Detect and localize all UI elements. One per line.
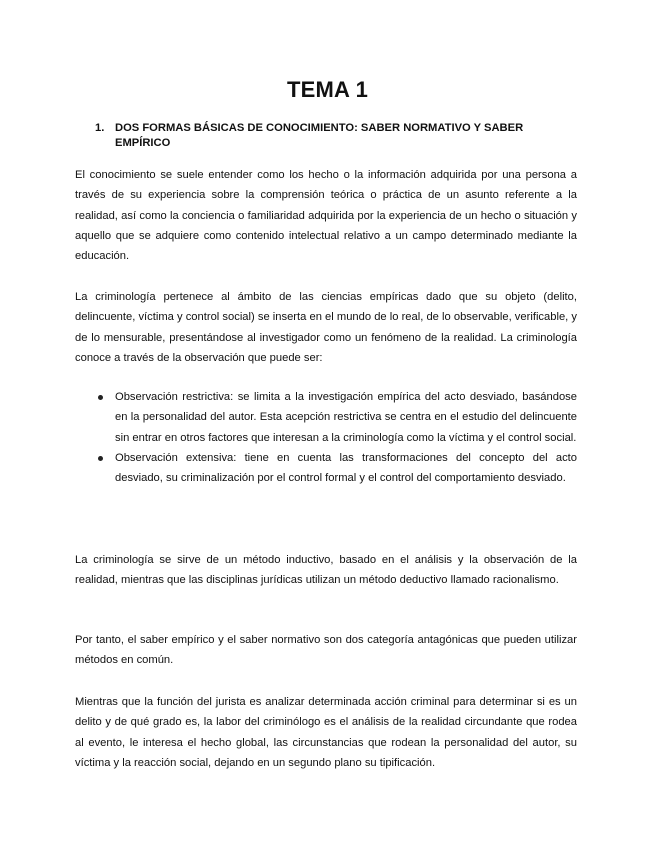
section-heading-text: DOS FORMAS BÁSICAS DE CONOCIMIENTO: SABER NORMATIVO Y SABER EMPÍRICO [115, 122, 524, 149]
bullet-icon [98, 456, 103, 461]
page-title: TEMA 1 [286, 77, 369, 102]
list-item-text: Observación restrictiva: se limita a la investigación empírica del acto desviado, basándose en la personalidad del autor. Esta acepción restrictiva se centra en el estudio del delincuente sin entrar en otros factores que interesan a la criminología como la víctima y el control social. [115, 391, 577, 444]
observation-list [95, 387, 577, 488]
section-heading [95, 121, 565, 151]
paragraph-intro: El conocimiento se suele entender como los hecho o la información adquirida por una persona a través de su experiencia sobre la comprensión teórica o práctica de un asunto referente a la realidad, así como la conciencia o familiaridad adquirida por la experiencia de un hecho o situación y aquello que se adquiere como contenido intelectual relativo a un campo determinado mediante la educación. [75, 169, 577, 263]
list-item [95, 448, 577, 489]
paragraph-jurista-criminologo: Mientras que la función del jurista es analizar determinada acción criminal para determinar si es un delito y de qué grado es, la labor del criminólogo es el análisis de la realidad circundante que rodea al evento, le interesa el hecho global, las circunstancias que rodean la personalidad del autor, su víctima y la reacción social, dejando en un segundo plano su tipificación. [75, 696, 577, 769]
section-number: 1. [95, 122, 105, 134]
paragraph-conclusion: Por tanto, el saber empírico y el saber normativo son dos categoría antagónicas que pueden utilizar métodos en común. [75, 634, 577, 667]
paragraph-criminologia-empirica: La criminología pertenece al ámbito de las ciencias empíricas dado que su objeto (delito, delincuente, víctima y control social) se inserta en el mundo de lo real, de lo observable, verificable, y de lo mensurable, presentándose al investigador como un fenómeno de la realidad. La criminología conoce a través de la observación que puede ser: [75, 291, 577, 364]
bullet-icon [98, 395, 103, 400]
list-item-text: Observación extensiva: tiene en cuenta las transformaciones del concepto del acto desviado, su criminalización por el control formal y el control del comportamiento desviado. [115, 451, 577, 485]
list-item [95, 387, 577, 448]
paragraph-metodo: La criminología se sirve de un método inductivo, basado en el análisis y la observación de la realidad, mientras que las disciplinas jurídicas utilizan un método deductivo llamado racionalismo. [75, 554, 577, 587]
